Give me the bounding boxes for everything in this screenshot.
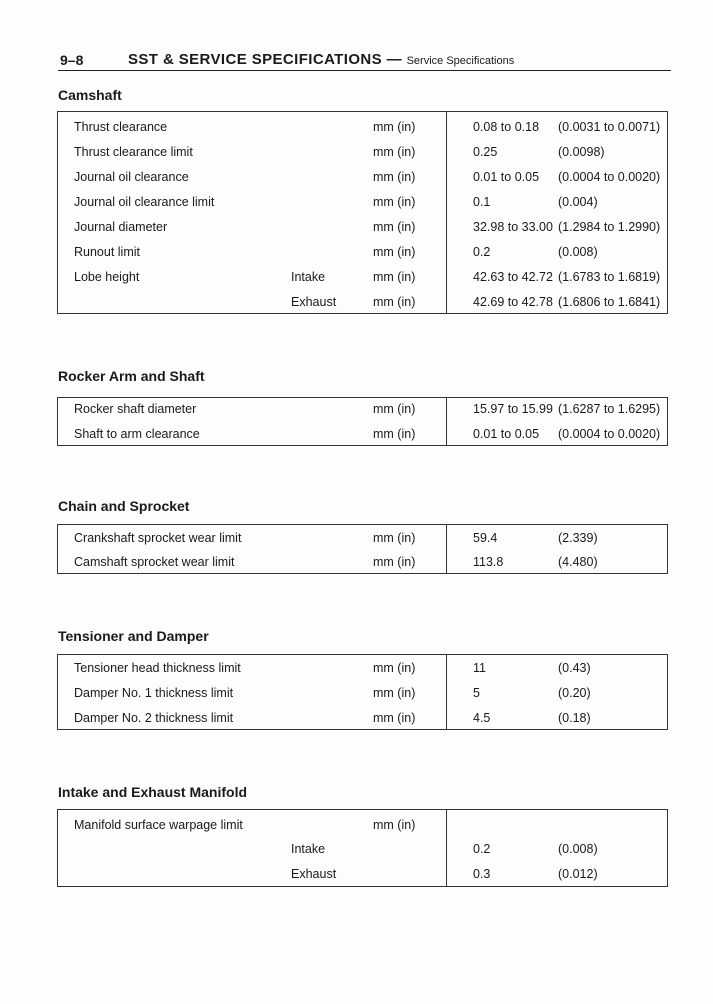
spec-unit-cell: mm (in)	[373, 220, 416, 234]
page-header	[58, 50, 671, 72]
header-rule	[58, 70, 671, 71]
header-title: SST & SERVICE SPECIFICATIONS	[128, 51, 383, 68]
spec-unit-cell: mm (in)	[373, 145, 416, 159]
column-divider	[446, 398, 447, 445]
section-title-chain-and-sprocket: Chain and Sprocket	[58, 498, 190, 514]
spec-mm-cell: 0.3	[473, 867, 491, 881]
spec-mm-cell: 0.2	[473, 245, 491, 259]
spec-label-cell: Crankshaft sprocket wear limit	[74, 531, 242, 545]
spec-unit-cell: mm (in)	[373, 170, 416, 184]
spec-inch-cell: (1.6806 to 1.6841)	[558, 295, 661, 309]
spec-unit-cell: mm (in)	[373, 427, 416, 441]
section-title-intake-and-exhaust-manifold: Intake and Exhaust Manifold	[58, 784, 248, 800]
spec-inch-cell: (1.6287 to 1.6295)	[558, 402, 661, 416]
spec-unit-cell: mm (in)	[373, 270, 416, 284]
spec-sub-cell: Exhaust	[291, 295, 337, 309]
spec-sub-cell: Intake	[291, 270, 326, 284]
spec-inch-cell: (0.43)	[558, 661, 591, 675]
spec-inch-cell: (0.008)	[558, 245, 598, 259]
spec-unit-cell: mm (in)	[373, 686, 416, 700]
spec-mm-cell: 113.8	[473, 555, 504, 569]
spec-label-cell: Runout limit	[74, 245, 140, 259]
spec-label-cell: Thrust clearance	[74, 120, 168, 134]
spec-mm-cell: 0.1	[473, 195, 491, 209]
spec-mm-cell: 5	[473, 686, 480, 700]
spec-inch-cell: (0.004)	[558, 195, 598, 209]
header-dash: —	[386, 51, 403, 68]
spec-inch-cell: (0.0031 to 0.0071)	[558, 120, 661, 134]
spec-label-cell: Journal oil clearance limit	[74, 195, 215, 209]
spec-unit-cell: mm (in)	[373, 555, 416, 569]
spec-mm-cell: 0.01 to 0.05	[473, 427, 540, 441]
spec-inch-cell: (0.0098)	[558, 145, 605, 159]
spec-inch-cell: (0.008)	[558, 842, 598, 856]
spec-unit-cell: mm (in)	[373, 711, 416, 725]
column-divider	[446, 655, 447, 729]
spec-inch-cell: (0.20)	[558, 686, 591, 700]
spec-inch-cell: (0.18)	[558, 711, 591, 725]
spec-unit-cell: mm (in)	[373, 661, 416, 675]
spec-mm-cell: 0.08 to 0.18	[473, 120, 540, 134]
spec-mm-cell: 11	[473, 661, 486, 675]
spec-table-camshaft	[57, 111, 668, 314]
spec-label-cell: Thrust clearance limit	[74, 145, 193, 159]
spec-inch-cell: (2.339)	[558, 531, 598, 545]
spec-sub-cell: Exhaust	[291, 867, 337, 881]
spec-mm-cell: 32.98 to 33.00	[473, 220, 553, 234]
spec-inch-cell: (0.0004 to 0.0020)	[558, 427, 661, 441]
spec-table-tensioner-and-damper	[57, 654, 668, 730]
spec-mm-cell: 42.69 to 42.78	[473, 295, 553, 309]
page-number: 9–8	[60, 52, 84, 68]
spec-label-cell: Lobe height	[74, 270, 140, 284]
header-subtitle: Service Specifications	[406, 55, 515, 67]
column-divider	[446, 810, 447, 886]
spec-unit-cell: mm (in)	[373, 245, 416, 259]
column-divider	[446, 112, 447, 313]
column-divider	[446, 525, 447, 573]
spec-mm-cell: 15.97 to 15.99	[473, 402, 553, 416]
spec-label-cell: Journal oil clearance	[74, 170, 189, 184]
spec-inch-cell: (4.480)	[558, 555, 598, 569]
section-title-camshaft: Camshaft	[58, 87, 122, 103]
spec-unit-cell: mm (in)	[373, 120, 416, 134]
page-title	[128, 51, 514, 68]
spec-label-cell: Camshaft sprocket wear limit	[74, 555, 235, 569]
spec-mm-cell: 59.4	[473, 531, 498, 545]
spec-label-cell: Damper No. 2 thickness limit	[74, 711, 234, 725]
spec-mm-cell: 4.5	[473, 711, 491, 725]
spec-unit-cell: mm (in)	[373, 295, 416, 309]
spec-label-cell: Shaft to arm clearance	[74, 427, 200, 441]
spec-table-rocker-arm-and-shaft	[57, 397, 668, 446]
section-title-rocker-arm-and-shaft: Rocker Arm and Shaft	[58, 368, 205, 384]
spec-label-cell: Damper No. 1 thickness limit	[74, 686, 234, 700]
spec-label-cell: Journal diameter	[74, 220, 168, 234]
spec-inch-cell: (1.6783 to 1.6819)	[558, 270, 661, 284]
spec-label-cell: Manifold surface warpage limit	[74, 818, 243, 832]
spec-mm-cell: 42.63 to 42.72	[473, 270, 553, 284]
spec-unit-cell: mm (in)	[373, 402, 416, 416]
spec-label-cell: Tensioner head thickness limit	[74, 661, 241, 675]
spec-mm-cell: 0.2	[473, 842, 491, 856]
spec-table-chain-and-sprocket	[57, 524, 668, 574]
spec-table-intake-and-exhaust-manifold	[57, 809, 668, 887]
spec-unit-cell: mm (in)	[373, 195, 416, 209]
spec-unit-cell: mm (in)	[373, 818, 416, 832]
spec-sub-cell: Intake	[291, 842, 326, 856]
spec-mm-cell: 0.25	[473, 145, 498, 159]
spec-inch-cell: (0.0004 to 0.0020)	[558, 170, 661, 184]
spec-inch-cell: (1.2984 to 1.2990)	[558, 220, 661, 234]
spec-unit-cell: mm (in)	[373, 531, 416, 545]
spec-inch-cell: (0.012)	[558, 867, 598, 881]
spec-mm-cell: 0.01 to 0.05	[473, 170, 540, 184]
section-title-tensioner-and-damper: Tensioner and Damper	[58, 628, 209, 644]
spec-label-cell: Rocker shaft diameter	[74, 402, 197, 416]
